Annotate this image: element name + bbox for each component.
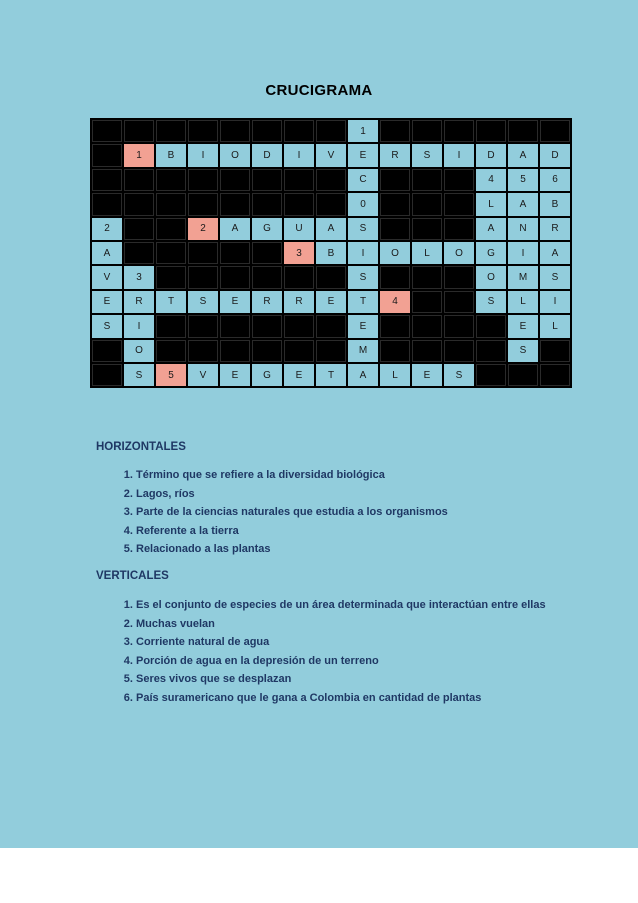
letter-cell: E	[347, 314, 379, 338]
clue-item: 4. Referente a la tierra	[136, 522, 638, 541]
letter-cell: R	[283, 290, 315, 314]
black-cell	[187, 168, 219, 192]
clue-item: 5. Relacionado a las plantas	[136, 540, 638, 559]
black-cell	[187, 119, 219, 143]
letter-cell: I	[123, 314, 155, 338]
black-cell	[251, 168, 283, 192]
clue-number-cell: 5	[155, 363, 187, 387]
black-cell	[443, 168, 475, 192]
clue-item: 4. Porción de agua en la depresión de un terreno	[136, 652, 638, 671]
black-cell	[283, 192, 315, 216]
black-cell	[155, 339, 187, 363]
clue-number-cell: 6	[539, 168, 571, 192]
black-cell	[379, 192, 411, 216]
clue-number-cell: 4	[475, 168, 507, 192]
horizontales-heading: HORIZONTALES	[96, 441, 186, 453]
letter-cell: D	[475, 143, 507, 167]
crossword-grid	[90, 118, 572, 388]
black-cell	[443, 290, 475, 314]
letter-cell: R	[123, 290, 155, 314]
letter-cell: L	[475, 192, 507, 216]
black-cell	[315, 119, 347, 143]
black-cell	[379, 265, 411, 289]
verticales-clue-list	[96, 596, 638, 708]
black-cell	[475, 339, 507, 363]
black-cell	[379, 119, 411, 143]
letter-cell: G	[251, 363, 283, 387]
letter-cell: E	[507, 314, 539, 338]
black-cell	[411, 314, 443, 338]
letter-cell: E	[315, 290, 347, 314]
letter-cell: S	[443, 363, 475, 387]
black-cell	[91, 143, 123, 167]
black-cell	[443, 314, 475, 338]
black-cell	[219, 241, 251, 265]
clue-number-cell: 5	[507, 168, 539, 192]
black-cell	[187, 241, 219, 265]
letter-cell: O	[123, 339, 155, 363]
letter-cell: S	[347, 217, 379, 241]
black-cell	[475, 119, 507, 143]
horizontales-clue-list	[96, 466, 638, 559]
letter-cell: V	[315, 143, 347, 167]
black-cell	[219, 314, 251, 338]
letter-cell: O	[475, 265, 507, 289]
letter-cell: I	[443, 143, 475, 167]
black-cell	[155, 217, 187, 241]
black-cell	[251, 192, 283, 216]
black-cell	[91, 339, 123, 363]
black-cell	[411, 192, 443, 216]
letter-cell: O	[219, 143, 251, 167]
black-cell	[91, 363, 123, 387]
letter-cell: I	[283, 143, 315, 167]
letter-cell: A	[539, 241, 571, 265]
black-cell	[187, 192, 219, 216]
black-cell	[123, 241, 155, 265]
black-cell	[123, 168, 155, 192]
clue-item: 6. País suramericano que le gana a Colombia en cantidad de plantas	[136, 689, 638, 708]
letter-cell: A	[347, 363, 379, 387]
letter-cell: I	[507, 241, 539, 265]
letter-cell: E	[283, 363, 315, 387]
clue-item: 1. Término que se refiere a la diversidad biológica	[136, 466, 638, 485]
black-cell	[123, 119, 155, 143]
black-cell	[91, 119, 123, 143]
letter-cell: A	[507, 192, 539, 216]
black-cell	[283, 314, 315, 338]
letter-cell: M	[347, 339, 379, 363]
letter-cell: L	[507, 290, 539, 314]
black-cell	[315, 265, 347, 289]
black-cell	[539, 119, 571, 143]
letter-cell: E	[411, 363, 443, 387]
letter-cell: N	[507, 217, 539, 241]
black-cell	[443, 265, 475, 289]
letter-cell: A	[219, 217, 251, 241]
letter-cell: T	[155, 290, 187, 314]
verticales-heading: VERTICALES	[96, 570, 169, 582]
black-cell	[251, 339, 283, 363]
black-cell	[219, 119, 251, 143]
letter-cell: I	[539, 290, 571, 314]
black-cell	[443, 217, 475, 241]
black-cell	[411, 168, 443, 192]
black-cell	[251, 314, 283, 338]
letter-cell: S	[411, 143, 443, 167]
clue-number-cell: 2	[91, 217, 123, 241]
letter-cell: G	[251, 217, 283, 241]
black-cell	[379, 314, 411, 338]
letter-cell: V	[187, 363, 219, 387]
black-cell	[283, 339, 315, 363]
black-cell	[155, 192, 187, 216]
black-cell	[187, 339, 219, 363]
black-cell	[219, 192, 251, 216]
page-title: CRUCIGRAMA	[265, 82, 373, 99]
letter-cell: A	[91, 241, 123, 265]
letter-cell: L	[411, 241, 443, 265]
black-cell	[379, 217, 411, 241]
clue-item: 2. Lagos, ríos	[136, 485, 638, 504]
black-cell	[123, 192, 155, 216]
black-cell	[411, 265, 443, 289]
black-cell	[315, 192, 347, 216]
letter-cell: E	[347, 143, 379, 167]
letter-cell: S	[539, 265, 571, 289]
black-cell	[155, 241, 187, 265]
letter-cell: G	[475, 241, 507, 265]
black-cell	[411, 217, 443, 241]
black-cell	[91, 192, 123, 216]
clue-item: 5. Seres vivos que se desplazan	[136, 670, 638, 689]
black-cell	[187, 314, 219, 338]
black-cell	[219, 265, 251, 289]
letter-cell: A	[475, 217, 507, 241]
black-cell	[283, 119, 315, 143]
clue-number-cell: 2	[187, 217, 219, 241]
letter-cell: I	[347, 241, 379, 265]
letter-cell: M	[507, 265, 539, 289]
letter-cell: B	[539, 192, 571, 216]
letter-cell: R	[539, 217, 571, 241]
black-cell	[219, 339, 251, 363]
black-cell	[91, 168, 123, 192]
letter-cell: 0	[347, 192, 379, 216]
black-cell	[155, 168, 187, 192]
black-cell	[155, 119, 187, 143]
black-cell	[539, 339, 571, 363]
black-cell	[251, 241, 283, 265]
clue-item: 1. Es el conjunto de especies de un área determinada que interactúan entre ellas	[136, 596, 638, 615]
clue-number-cell: 3	[283, 241, 315, 265]
letter-cell: E	[219, 363, 251, 387]
letter-cell: T	[347, 290, 379, 314]
black-cell	[411, 339, 443, 363]
letter-cell: B	[155, 143, 187, 167]
black-cell	[251, 265, 283, 289]
letter-cell: C	[347, 168, 379, 192]
clue-item: 3. Corriente natural de agua	[136, 633, 638, 652]
black-cell	[379, 339, 411, 363]
clue-number-cell: 4	[379, 290, 411, 314]
black-cell	[443, 192, 475, 216]
letter-cell: S	[187, 290, 219, 314]
black-cell	[283, 168, 315, 192]
letter-cell: V	[91, 265, 123, 289]
letter-cell: D	[539, 143, 571, 167]
clue-number-cell: 3	[123, 265, 155, 289]
letter-cell: R	[379, 143, 411, 167]
letter-cell: S	[507, 339, 539, 363]
black-cell	[251, 119, 283, 143]
letter-cell: T	[315, 363, 347, 387]
black-cell	[219, 168, 251, 192]
black-cell	[315, 314, 347, 338]
letter-cell: A	[507, 143, 539, 167]
black-cell	[507, 363, 539, 387]
clue-number-cell: 1	[123, 143, 155, 167]
letter-cell: E	[219, 290, 251, 314]
black-cell	[411, 290, 443, 314]
letter-cell: S	[123, 363, 155, 387]
clue-item: 3. Parte de la ciencias naturales que estudia a los organismos	[136, 503, 638, 522]
black-cell	[315, 339, 347, 363]
letter-cell: O	[379, 241, 411, 265]
letter-cell: O	[443, 241, 475, 265]
black-cell	[123, 217, 155, 241]
black-cell	[443, 119, 475, 143]
black-cell	[475, 363, 507, 387]
letter-cell: D	[251, 143, 283, 167]
clue-item: 2. Muchas vuelan	[136, 615, 638, 634]
black-cell	[379, 168, 411, 192]
black-cell	[155, 314, 187, 338]
letter-cell: U	[283, 217, 315, 241]
black-cell	[507, 119, 539, 143]
letter-cell: E	[91, 290, 123, 314]
letter-cell: S	[475, 290, 507, 314]
black-cell	[155, 265, 187, 289]
letter-cell: S	[91, 314, 123, 338]
black-cell	[539, 363, 571, 387]
letter-cell: I	[187, 143, 219, 167]
letter-cell: S	[347, 265, 379, 289]
black-cell	[411, 119, 443, 143]
black-cell	[283, 265, 315, 289]
clue-number-cell: 1	[347, 119, 379, 143]
letter-cell: R	[251, 290, 283, 314]
black-cell	[315, 168, 347, 192]
black-cell	[187, 265, 219, 289]
letter-cell: B	[315, 241, 347, 265]
letter-cell: L	[379, 363, 411, 387]
letter-cell: L	[539, 314, 571, 338]
black-cell	[475, 314, 507, 338]
letter-cell: A	[315, 217, 347, 241]
black-cell	[443, 339, 475, 363]
